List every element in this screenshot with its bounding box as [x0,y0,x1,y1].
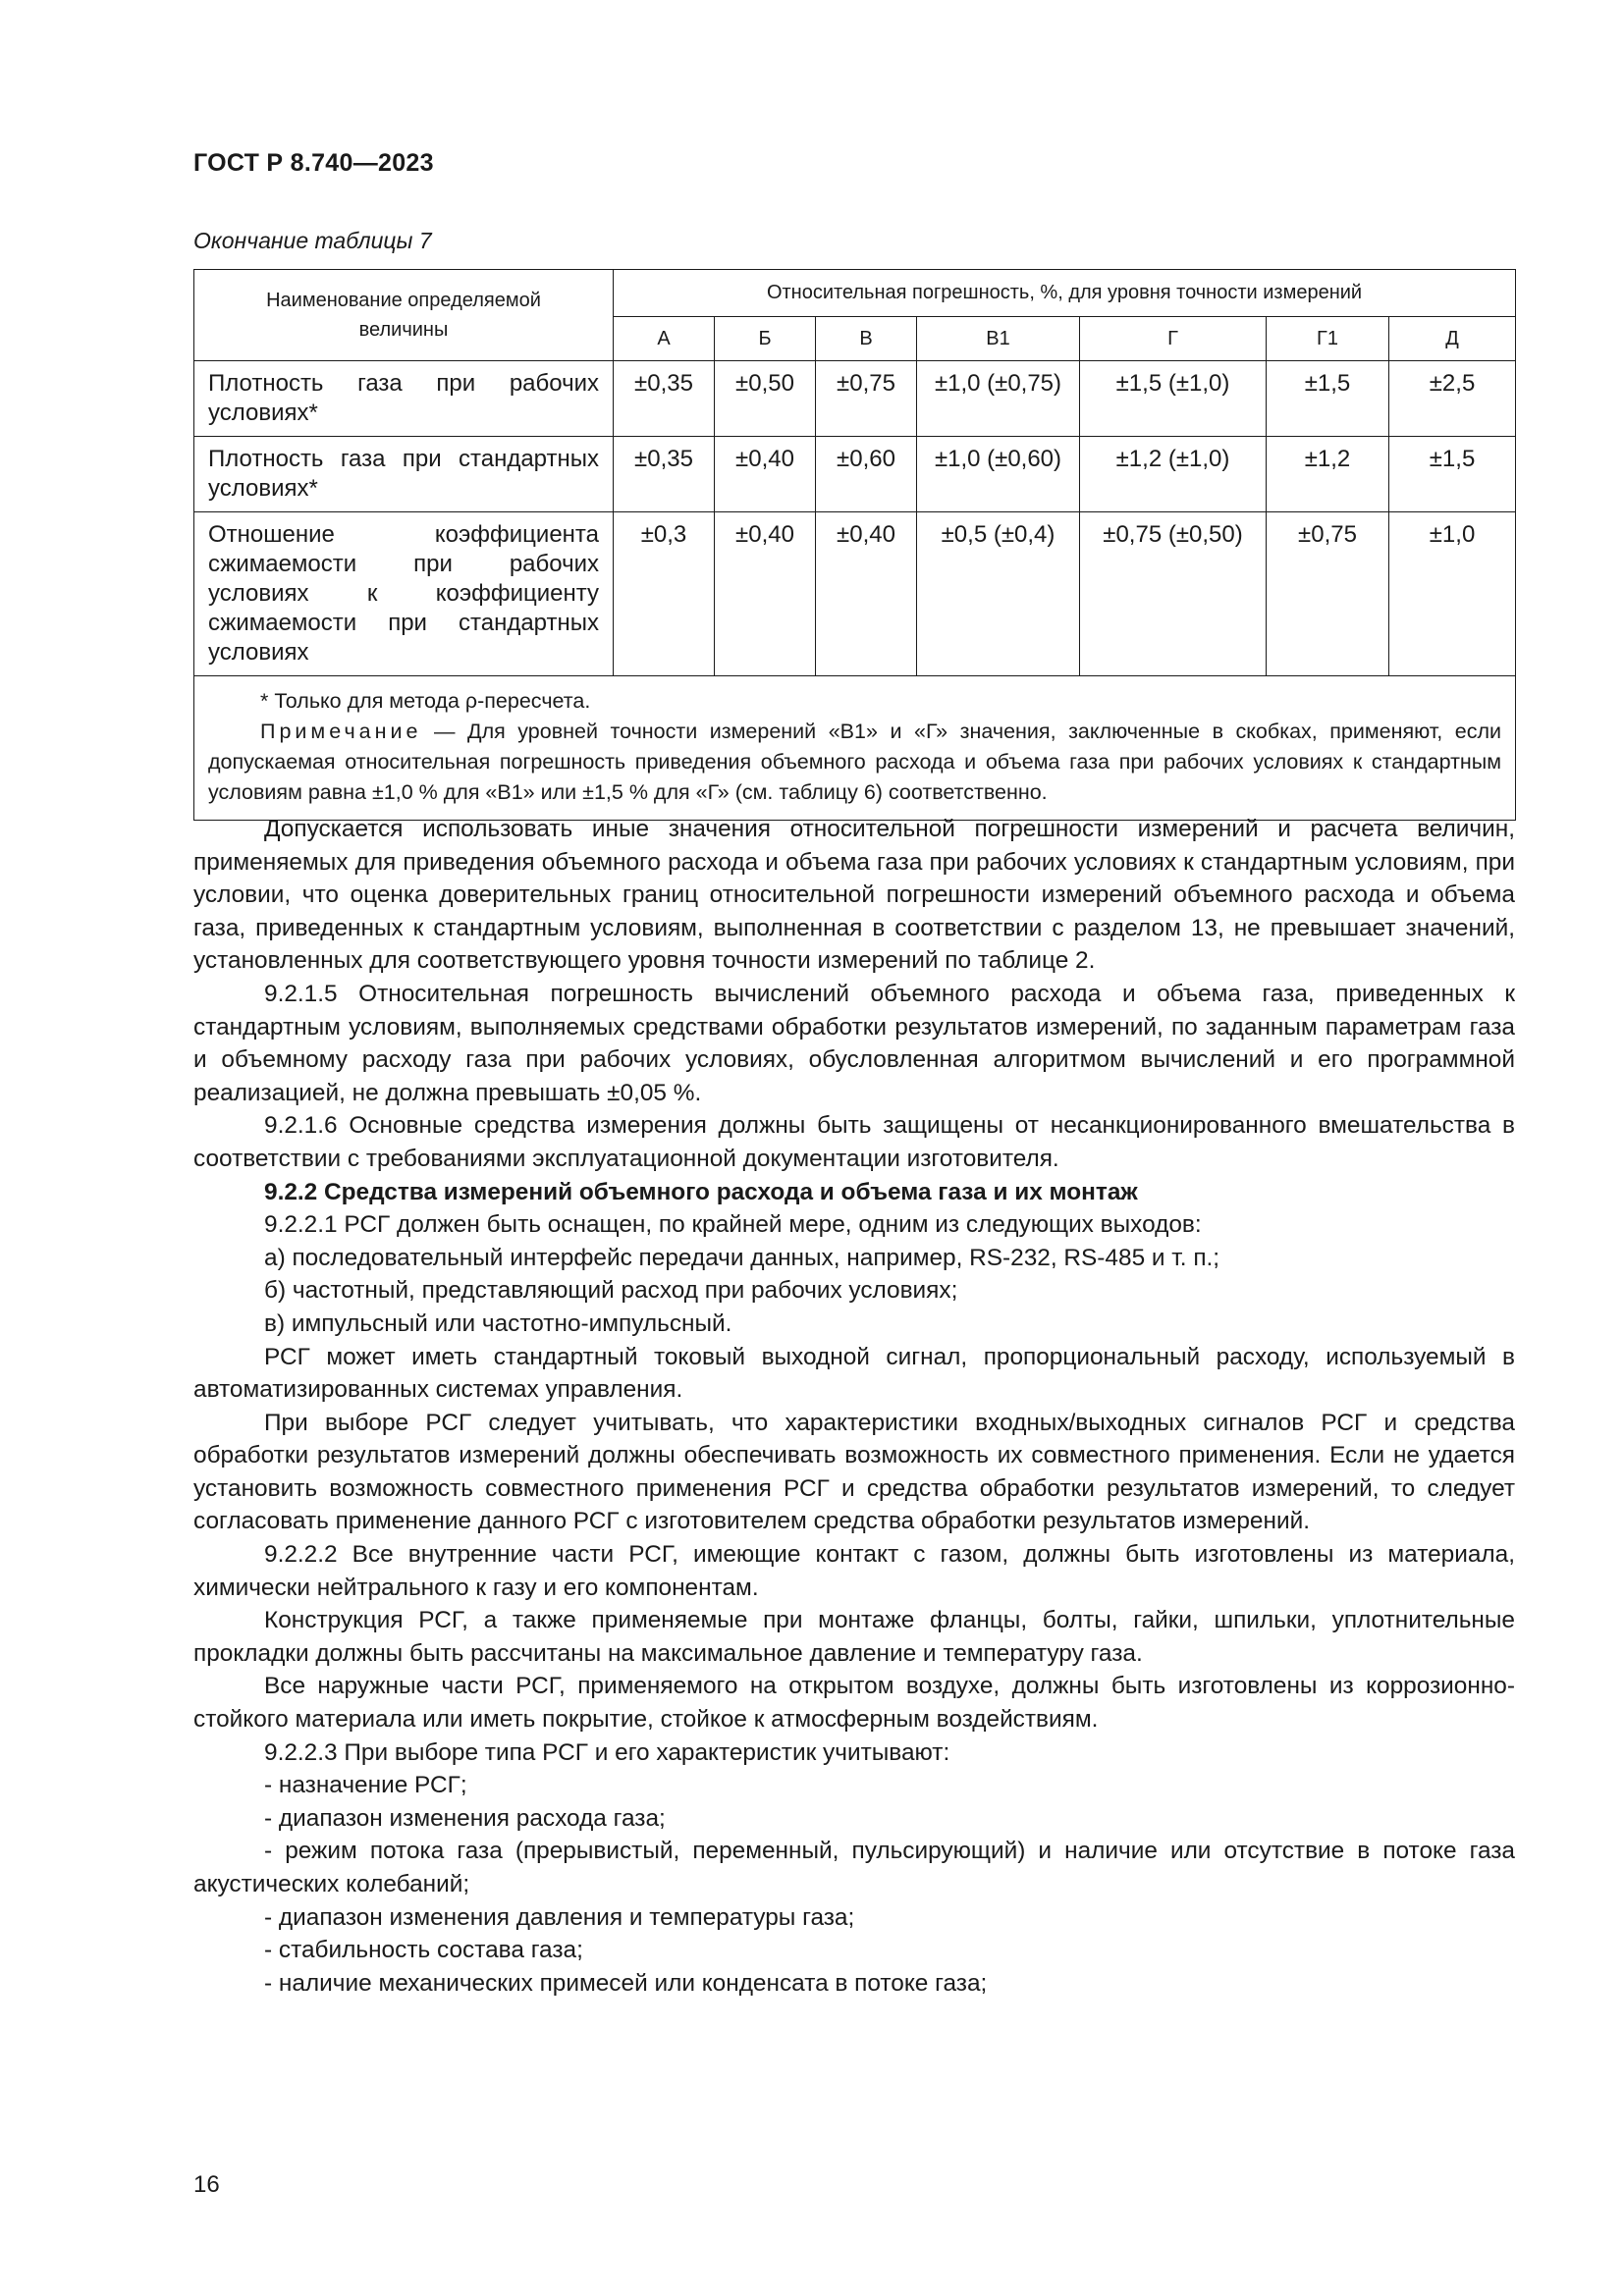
level-header: Г [1080,317,1267,361]
level-header: В [816,317,917,361]
level-header: А [614,317,715,361]
value-cell: ±1,2 (±1,0) [1080,437,1267,512]
paragraph: 9.2.2.1 РСГ должен быть оснащен, по крайней мере, одним из следующих выходов: [264,1211,1202,1239]
value-cell: ±2,5 [1389,361,1516,437]
paragraph: 9.2.2.2 Все внутренние части РСГ, имеющие контакт с газом, должны быть изготовлены из материала, химически нейтрального к газу и его компонентам. [193,1541,1515,1601]
level-header: Г1 [1267,317,1389,361]
value-cell: ±1,0 (±0,60) [917,437,1080,512]
page-number: 16 [193,2171,220,2198]
list-item: - диапазон изменения давления и температуры газа; [264,1903,855,1931]
list-item: - наличие механических примесей или конденсата в потоке газа; [264,1969,988,1997]
value-cell: ±0,40 [715,512,816,676]
value-cell: ±1,5 [1389,437,1516,512]
accuracy-table [193,269,1516,821]
paragraph: РСГ может иметь стандартный токовый выходной сигнал, пропорциональный расходу, используемый в автоматизированных системах управления. [193,1343,1515,1404]
paragraph: Конструкция РСГ, а также применяемые при монтаже фланцы, болты, гайки, шпильки, уплотнительные прокладки должны быть рассчитаны на максимальное давление и температуру газа. [193,1607,1515,1667]
value-cell: ±0,3 [614,512,715,676]
value-cell: ±0,75 [1267,512,1389,676]
value-cell: ±1,5 [1267,361,1389,437]
value-cell: ±1,0 [1389,512,1516,676]
value-cell: ±1,0 (±0,75) [917,361,1080,437]
quantity-name: Плотность газа при рабочих условиях* [194,361,614,437]
level-header: Б [715,317,816,361]
value-cell: ±1,2 [1267,437,1389,512]
list-item: б) частотный, представляющий расход при рабочих условиях; [264,1277,958,1305]
list-item: - назначение РСГ; [264,1772,467,1799]
value-cell: ±0,35 [614,361,715,437]
paragraph: 9.2.1.5 Относительная погрешность вычислений объемного расхода и объема газа, приведенных к стандартным условиям, выполняемых средствами обработки результатов измерений, по заданным параметрам газа и объемному расходу газа при рабочих условиях, обусловленная алгоритмом вычислений и его программной реализацией, не должна превышать ±0,05 %. [193,980,1515,1106]
list-item: в) импульсный или частотно-импульсный. [264,1309,732,1337]
list-item: - стабильность состава газа; [264,1937,583,1964]
quantity-name: Отношение коэффициента сжимаемости при рабочих условиях к коэффициенту сжимаемости при стандартных условиях [194,512,614,676]
paragraph: 9.2.2.3 При выборе типа РСГ и его характеристик учитывают: [264,1738,950,1766]
section-heading: 9.2.2 Средства измерений объемного расхода и объема газа и их монтаж [264,1178,1138,1205]
table-caption: Окончание таблицы 7 [193,228,432,253]
list-item: - режим потока газа (прерывистый, переменный, пульсирующий) и наличие или отсутствие в потоке газа акустических колебаний; [193,1838,1515,1897]
value-cell: ±0,75 [816,361,917,437]
table-note [208,717,1501,808]
name-column-header: Наименование определяемой величины [194,270,614,361]
value-cell: ±0,5 (±0,4) [917,512,1080,676]
accuracy-group-header: Относительная погрешность, %, для уровня точности измерений [614,270,1516,317]
list-item: - диапазон изменения расхода газа; [264,1804,666,1832]
table-notes [194,676,1516,821]
table-row [194,361,1516,437]
list-item: а) последовательный интерфейс передачи данных, например, RS-232, RS-485 и т. п.; [264,1244,1220,1271]
note-label: Примечание [260,720,422,743]
paragraph: Допускается использовать иные значения относительной погрешности измерений и расчета величин, применяемых для приведения объемного расхода и объема газа при рабочих условиях к стандартным условиям, при условии, что оценка доверительных границ относительной погрешности измерений объемного расхода и объема газа, приведенных к стандартным условиям, выполненная в соответствии с разделом 13, не превышает значений, установленных для соответствующего уровня точности измерений по таблице 2. [193,816,1515,975]
table-footnote: * Только для метода ρ-пересчета. [260,689,591,713]
note-text: — Для уровней точности измерений «В1» и «Г» значения, заключенные в скобках, применяют, если допускаемая относительная погрешность приведения объемного расхода и объема газа при рабочих условиях к стандартным условиям равна ±1,0 % для «В1» или ±1,5 % для «Г» (см. таблицу 6) соответственно. [208,720,1502,804]
level-header: Д [1389,317,1516,361]
value-cell: ±0,35 [614,437,715,512]
paragraph: При выборе РСГ следует учитывать, что характеристики входных/выходных сигналов РСГ и средства обработки результатов измерений должны обеспечивать возможность их совместного применения. Если не удается установить возможность совместного применения РСГ и средства обработки результатов измерений, то следует согласовать применение данного РСГ с изготовителем средства обработки результатов измерений. [193,1409,1515,1535]
table-row [194,512,1516,676]
table-row [194,437,1516,512]
value-cell: ±0,40 [816,512,917,676]
value-cell: ±0,60 [816,437,917,512]
body-text [193,813,1515,2000]
paragraph: 9.2.1.6 Основные средства измерения должны быть защищены от несанкционированного вмешательства в соответствии с требованиями эксплуатационной документации изготовителя. [193,1112,1515,1172]
document-id: ГОСТ Р 8.740—2023 [193,149,434,177]
level-header: В1 [917,317,1080,361]
paragraph: Все наружные части РСГ, применяемого на открытом воздухе, должны быть изготовлены из коррозионно-стойкого материала или иметь покрытие, стойкое к атмосферным воздействиям. [193,1673,1515,1734]
value-cell: ±0,50 [715,361,816,437]
value-cell: ±0,75 (±0,50) [1080,512,1267,676]
value-cell: ±0,40 [715,437,816,512]
quantity-name: Плотность газа при стандартных условиях* [194,437,614,512]
value-cell: ±1,5 (±1,0) [1080,361,1267,437]
